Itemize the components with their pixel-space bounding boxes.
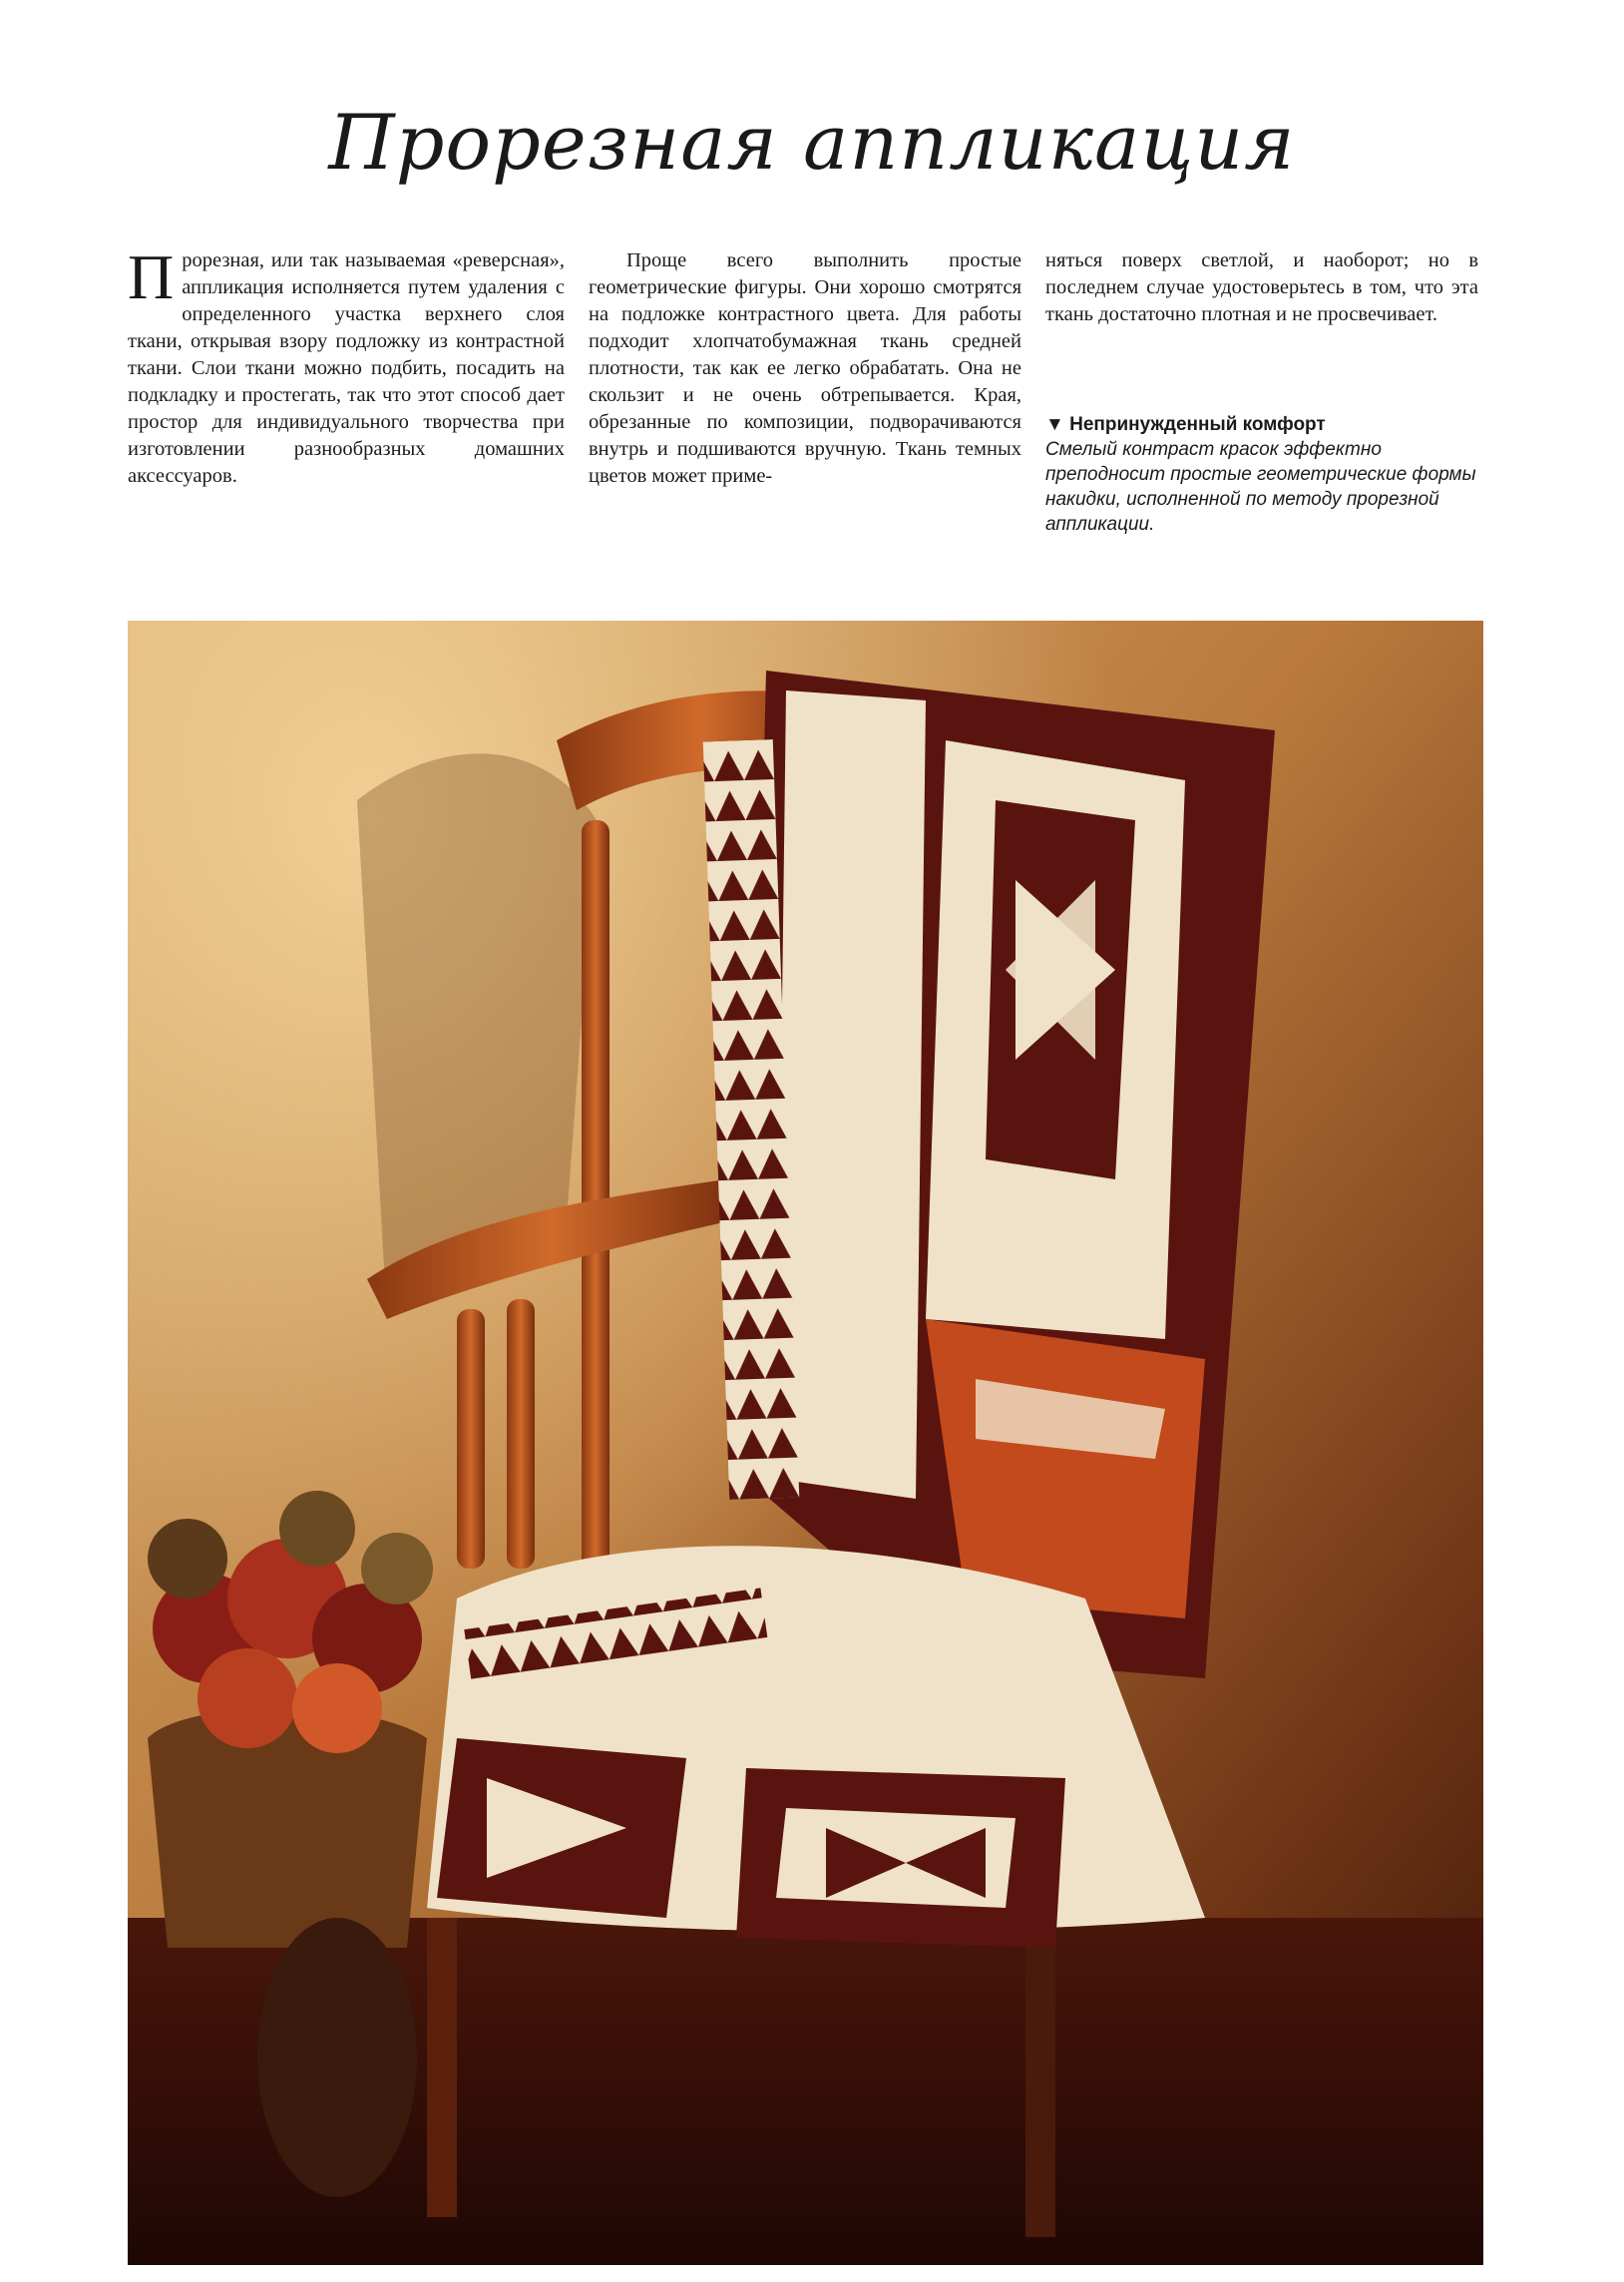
text-column-3 (1045, 247, 1478, 328)
triangle-down-icon: ▼ (1045, 414, 1064, 435)
photo-caption (1045, 412, 1484, 537)
drop-cap: П (128, 241, 175, 312)
photo-illustration (128, 621, 1483, 2265)
text-column-2 (589, 247, 1021, 490)
caption-title-text: Непринужденный комфорт (1069, 414, 1326, 435)
caption-text: Смелый контраст красок эффектно преподносит простые геометрические формы накидки, исполненной по методу прорезной аппликации. (1045, 439, 1476, 535)
page-title: Прорезная аппликация (328, 98, 1296, 187)
column-1-text: рорезная, или так называемая «реверсная», аппликация исполняется путем удаления с определенного участка верхнего слоя ткани, открывая взору подложку из контрастной ткани. Слои ткани можно подбить, посадить на подкладку и простегать, так что этот способ дает простор для индивидуального творчества при изготовлении разнообразных домашних аксессуаров. (128, 249, 565, 487)
chair-quilt-photo (128, 621, 1483, 2265)
column-2-text: Проще всего выполнить простые геометрические фигуры. Они хорошо смотрятся на подложке контрастного цвета. Для работы подходит хлопчатобумажная ткань средней плотности, так как ее легко обрабатать. Она не скользит и не очень обтрепывается. Края, обрезанные по композиции, подворачиваются внутрь и подшиваются вручную. Ткань темных цветов может приме- (589, 249, 1021, 487)
column-3-text: няться поверх светлой, и наоборот; но в последнем случае удостоверьтесь в том, что эта ткань достаточно плотная и не просвечивает. (1045, 249, 1478, 325)
text-column-1 (128, 241, 565, 490)
caption-title (1045, 412, 1484, 437)
